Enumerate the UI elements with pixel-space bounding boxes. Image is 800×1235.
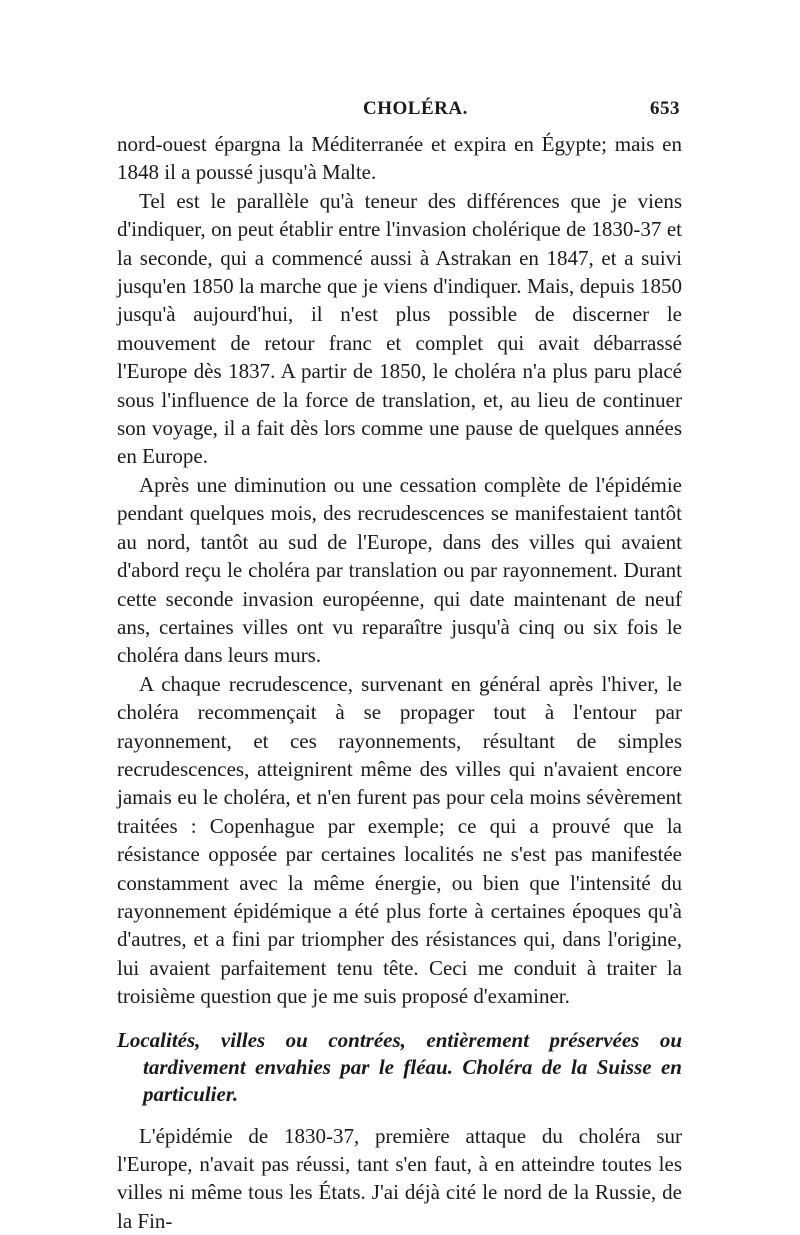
section-heading: Localités, villes ou contrées, entièrement préservées ou tardivement envahies par le fléau. Choléra de la Suisse en particulier. — [117, 1027, 682, 1106]
body-text — [117, 130, 682, 1235]
paragraph-recrudescence: Après une diminution ou une cessation complète de l'épidémie pendant quelques mois, des recrudescences se manifestaient tantôt au nord, tantôt au sud de l'Europe, dans des villes qui avaient d'abord reçu le choléra par translation ou par rayonnement. Durant cette seconde invasion européenne, qui date maintenant de neuf ans, certaines villes ont vu reparaître jusqu'à cinq ou six fois le choléra dans leurs murs. — [117, 472, 682, 668]
paragraph-epidemie: L'épidémie de 1830-37, première attaque du choléra sur l'Europe, n'avait pas réussi, tant s'en faut, à en atteindre toutes les villes ni même tous les États. J'ai déjà cité le nord de la Russie, de la Fin- — [117, 1123, 682, 1233]
paragraph-continuation: nord-ouest épargna la Méditerranée et expira en Égypte; mais en 1848 il a poussé jusqu'à Malte. — [117, 132, 682, 185]
running-head — [117, 98, 682, 124]
paragraph-parallel: Tel est le parallèle qu'à teneur des différences que je viens d'indiquer, on peut établir entre l'invasion cholérique de 1830-37 et la seconde, qui a commencé aussi à Astrakan en 1847, et a suivi jusqu'en 1850 la marche que je viens d'indiquer. Mais, depuis 1850 jusqu'à aujourd'hui, il n'est plus possible de discerner le mouvement de retour franc et complet qui avait débarrassé l'Europe dès 1837. A partir de 1850, le choléra n'a plus paru placé sous l'influence de la force de translation, et, au lieu de continuer son voyage, il a fait dès lors comme une pause de quelques années en Europe. — [117, 188, 682, 469]
page-number: 653 — [650, 98, 680, 119]
paragraph-rayonnement: A chaque recrudescence, survenant en général après l'hiver, le choléra recommençait à se propager tout à l'entour par rayonnement, et ces rayonnements, résultant de simples recrudescences, atteignirent même des villes qui n'avaient encore jamais eu le choléra, et n'en furent pas pour cela moins sévèrement traitées : Copenhague par exemple; ce qui a prouvé que la résistance opposée par certaines localités ne s'est pas manifestée constamment avec la même énergie, ou bien que l'intensité du rayonnement épidémique a été plus forte à certaines époques qu'à d'autres, et a fini par triompher des résistances qui, dans l'origine, lui avaient parfaitement tenu tête. Ceci me conduit à traiter la troisième question que je me suis proposé d'examiner. — [117, 671, 682, 1009]
running-title: CHOLÉRA. — [363, 98, 468, 119]
